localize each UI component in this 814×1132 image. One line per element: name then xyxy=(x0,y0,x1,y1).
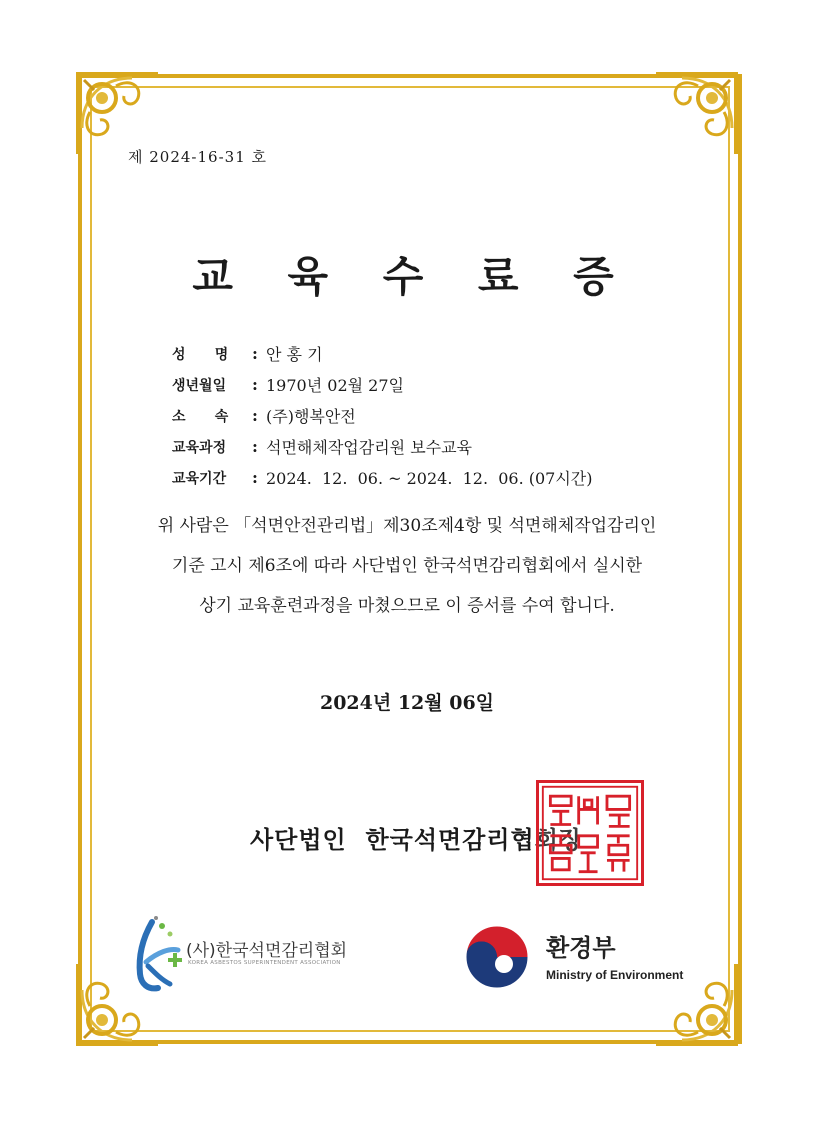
info-label: 소 속 xyxy=(172,408,229,425)
info-row-course xyxy=(172,431,593,462)
association-subtitle: KOREA ASBESTOS SUPERINTENDENT ASSOCIATION xyxy=(188,960,341,966)
info-row-affiliation xyxy=(172,400,593,431)
recipient-info xyxy=(172,338,593,493)
info-value-name: 안 홍 기 xyxy=(266,345,323,364)
certificate-body xyxy=(0,506,814,626)
info-value-birthdate: 1970년 02월 27일 xyxy=(266,376,404,395)
info-row-birthdate xyxy=(172,369,593,400)
info-row-name xyxy=(172,338,593,369)
ministry-subtitle: Ministry of Environment xyxy=(546,968,684,982)
info-label: 성 명 xyxy=(172,346,229,363)
body-line: 기준 고시 제6조에 따라 사단법인 한국석면감리협회에서 실시한 xyxy=(171,556,643,576)
info-label: 생년월일 xyxy=(172,377,227,394)
info-colon: : xyxy=(252,375,258,394)
issuer-name: 사단법인 한국석면감리협회장 xyxy=(250,825,584,854)
info-value-period: 2024. 12. 06. ~ 2024. 12. 06. (07시간) xyxy=(266,469,593,488)
issue-date: 2024년 12월 06일 xyxy=(319,692,495,714)
ministry-logo xyxy=(464,924,694,994)
association-logo xyxy=(128,914,358,994)
association-k-plus-icon xyxy=(128,914,190,994)
info-value-affiliation: (주)행복안전 xyxy=(266,407,356,426)
info-colon: : xyxy=(252,406,258,425)
body-line: 상기 교육훈련과정을 마쳤으므로 이 증서를 수여 합니다. xyxy=(199,596,615,616)
info-colon: : xyxy=(252,437,258,456)
info-label: 교육기간 xyxy=(172,470,227,487)
ministry-name: 환경부 xyxy=(546,934,616,962)
info-value-course: 석면해체작업감리원 보수교육 xyxy=(266,438,473,457)
association-name: (사)한국석면감리협회 xyxy=(186,941,348,961)
ornament-corner-top-right xyxy=(650,68,742,160)
certificate-title: 교 육 수 료 증 xyxy=(192,252,634,301)
info-label: 교육과정 xyxy=(172,439,227,456)
info-colon: : xyxy=(252,468,258,487)
body-line: 위 사람은 「석면안전관리법」제30조제4항 및 석면해체작업감리인 xyxy=(157,516,657,536)
official-seal-stamp xyxy=(536,780,644,886)
info-colon: : xyxy=(252,344,258,363)
info-row-period xyxy=(172,462,593,493)
taegeuk-emblem-icon xyxy=(464,924,530,990)
certificate-number: 제 2024-16-31 호 xyxy=(128,148,268,166)
